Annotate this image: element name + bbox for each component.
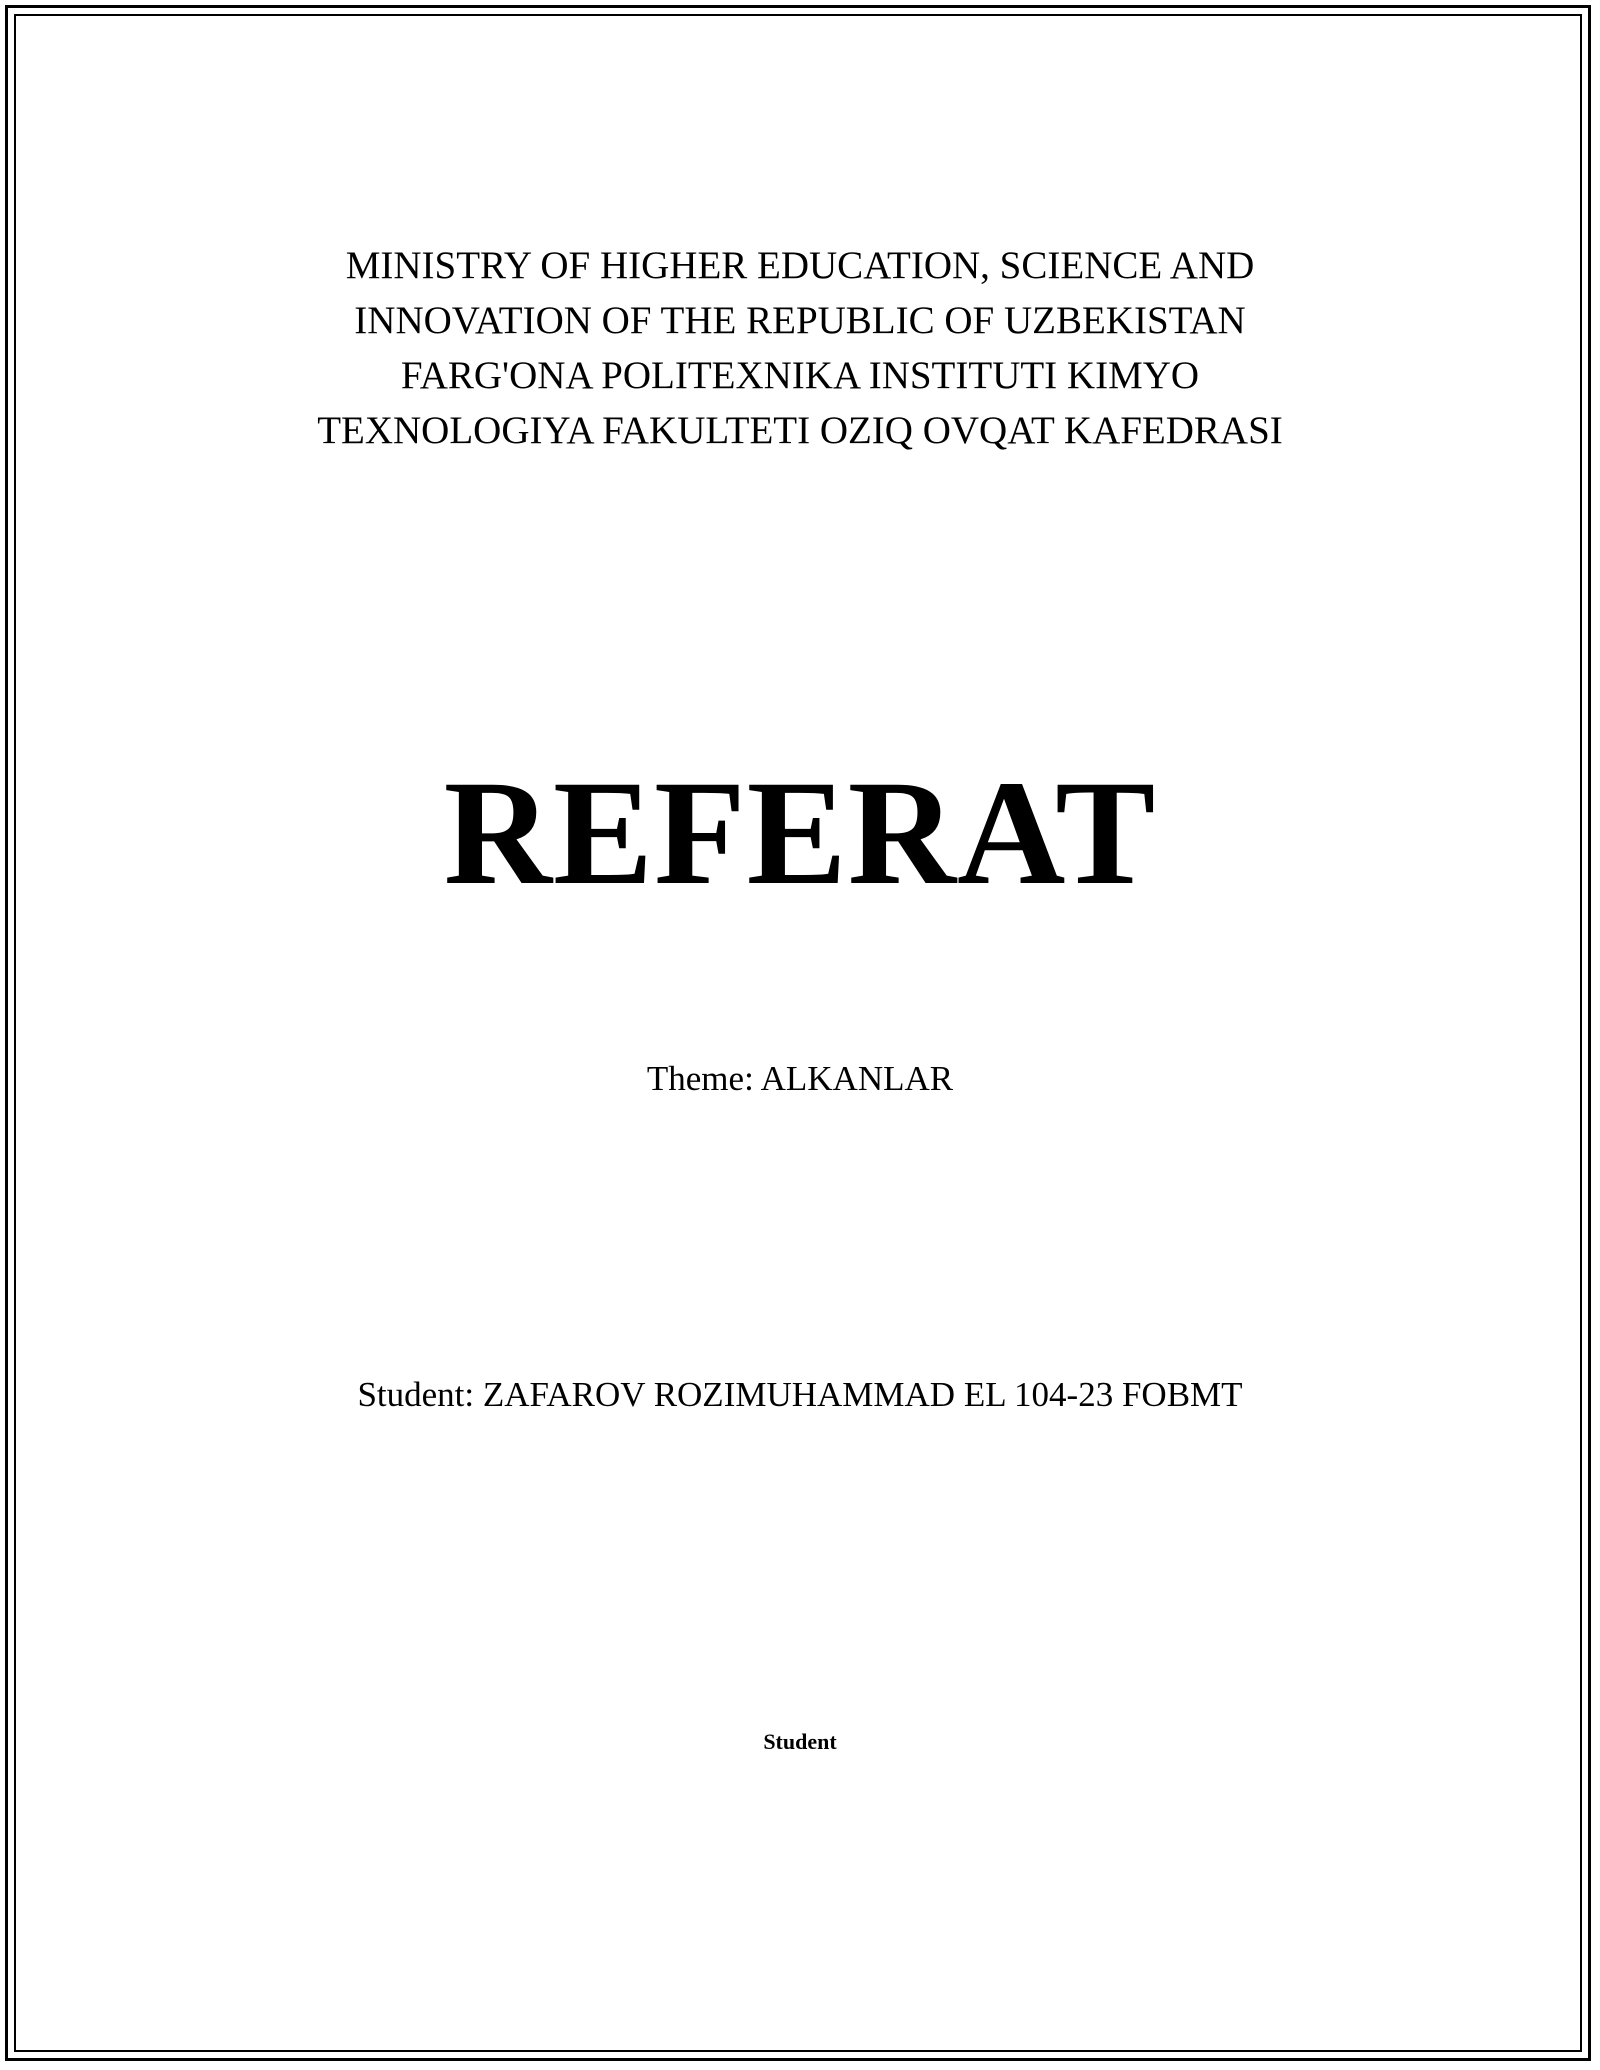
header-line: INNOVATION OF THE REPUBLIC OF UZBEKISTAN (354, 299, 1246, 342)
student-text: Student: ZAFAROV ROZIMUHAMMAD EL 104-23 FOBMT (357, 1375, 1243, 1414)
header-line: TEXNOLOGIYA FAKULTETI OZIQ OVQAT KAFEDRASI (317, 409, 1283, 452)
document-title: REFERAT (443, 750, 1157, 916)
student-label: Student (763, 1729, 837, 1754)
theme-text: Theme: ALKANLAR (646, 1059, 954, 1098)
institution-header (0, 238, 1600, 458)
header-line: MINISTRY OF HIGHER EDUCATION, SCIENCE AND (345, 244, 1255, 287)
header-line: FARG'ONA POLITEXNIKA INSTITUTI KIMYO (400, 354, 1200, 397)
